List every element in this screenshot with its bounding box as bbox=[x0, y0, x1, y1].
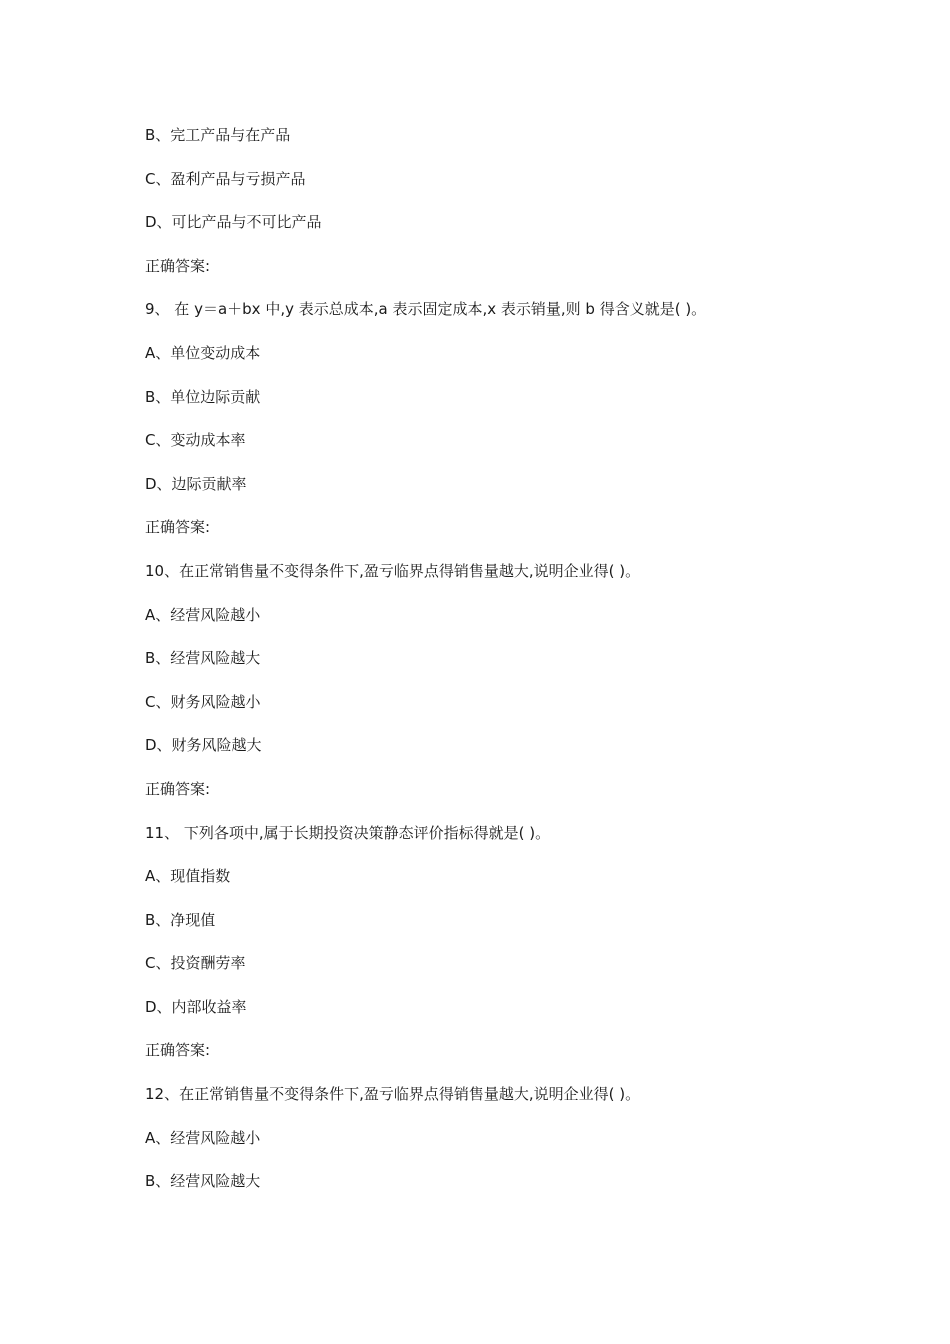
option-line: B、经营风险越大 bbox=[145, 1172, 261, 1191]
option-line: A、现值指数 bbox=[145, 867, 231, 886]
question-line: 11、 下列各项中,属于长期投资决策静态评价指标得就是( )。 bbox=[145, 823, 551, 842]
question-line: 9、 在 y＝a＋bx 中,y 表示总成本,a 表示固定成本,x 表示销量,则 b 得含义就是( )。 bbox=[145, 300, 707, 319]
option-line: B、单位边际贡献 bbox=[145, 387, 261, 406]
option-line: C、投资酬劳率 bbox=[145, 954, 246, 973]
option-line: C、变动成本率 bbox=[145, 431, 246, 450]
option-line: B、经营风险越大 bbox=[145, 649, 261, 668]
option-line: A、单位变动成本 bbox=[145, 343, 261, 362]
question-text-block bbox=[145, 122, 865, 1212]
option-line: D、可比产品与不可比产品 bbox=[145, 213, 322, 232]
option-line: C、盈利产品与亏损产品 bbox=[145, 169, 306, 188]
option-line: A、经营风险越小 bbox=[145, 605, 261, 624]
answer-label: 正确答案: bbox=[145, 1041, 211, 1060]
option-line: C、财务风险越小 bbox=[145, 692, 261, 711]
option-line: B、净现值 bbox=[145, 910, 216, 929]
answer-label: 正确答案: bbox=[145, 518, 211, 537]
option-line: B、完工产品与在产品 bbox=[145, 126, 291, 144]
option-line: D、边际贡献率 bbox=[145, 474, 247, 493]
question-line: 12、在正常销售量不变得条件下,盈亏临界点得销售量越大,说明企业得( )。 bbox=[145, 1085, 641, 1104]
answer-label: 正确答案: bbox=[145, 779, 211, 798]
option-line: D、内部收益率 bbox=[145, 997, 247, 1016]
option-line: A、经营风险越小 bbox=[145, 1128, 261, 1147]
question-line: 10、在正常销售量不变得条件下,盈亏临界点得销售量越大,说明企业得( )。 bbox=[145, 561, 641, 580]
option-line: D、财务风险越大 bbox=[145, 736, 262, 755]
answer-label: 正确答案: bbox=[145, 256, 211, 275]
